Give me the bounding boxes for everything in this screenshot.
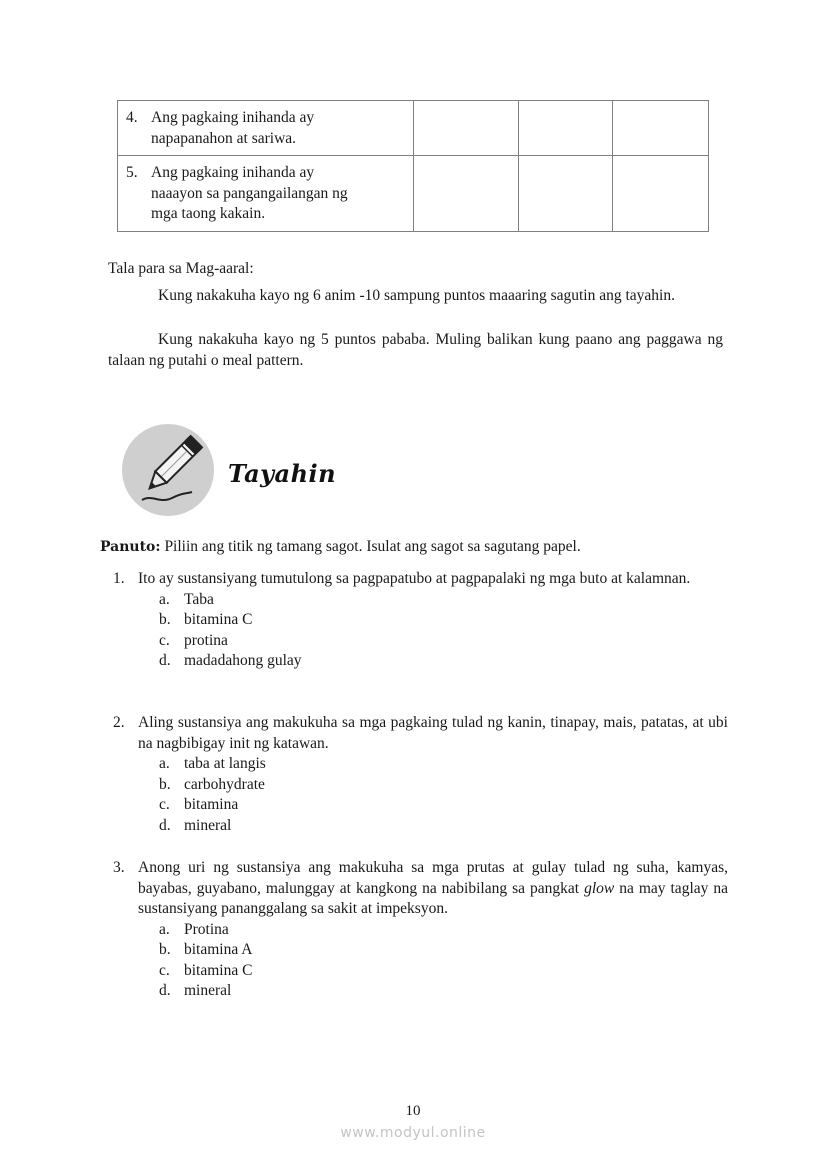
section-title: Tayahin [228, 459, 337, 488]
criterion-cell [118, 156, 414, 232]
question-number: 3. [113, 859, 125, 876]
question-text-part: na may taglay na sustansiyang pananggalang sa sakit at impeksyon. [138, 879, 728, 917]
choice-text: taba at langis [184, 755, 266, 772]
question-number: 1. [113, 570, 125, 587]
score-cell [413, 156, 518, 232]
choice-letter: b. [159, 611, 171, 628]
rubric-table [117, 100, 709, 232]
score-cell [518, 101, 613, 156]
choice-letter: c. [159, 631, 170, 649]
criterion-line: Ang pagkaing inihanda ay [151, 109, 315, 126]
choice-list [159, 754, 728, 836]
choice-text: madadahong gulay [184, 652, 302, 669]
choice-item [159, 920, 728, 941]
score-cell [613, 101, 709, 156]
directions-text: Piliin ang titik ng tamang sagot. Isulat ang sagot sa sagutang papel. [160, 538, 581, 555]
question-3 [113, 858, 728, 1002]
directions [100, 537, 581, 558]
choice-item [159, 940, 728, 961]
table-row [118, 101, 709, 156]
question-2 [113, 713, 728, 836]
choice-item [159, 981, 728, 1002]
choice-letter: d. [159, 816, 171, 834]
question-1 [113, 569, 728, 672]
choice-letter: a. [159, 590, 170, 608]
question-number: 2. [113, 714, 125, 731]
criterion-text [151, 163, 405, 225]
choice-item [159, 775, 728, 796]
watermark: www.modyul.online [340, 1125, 486, 1141]
student-note-paragraph: Kung nakakuha kayo ng 5 puntos pababa. Muling balikan kung paano ang paggawa ng talaan ng putahi o meal pattern. [108, 331, 723, 369]
criterion-line: naaayon sa pangangailangan ng [151, 184, 348, 202]
choice-item [159, 961, 728, 982]
choice-letter: b. [159, 941, 171, 958]
pencil-icon-graphic [122, 424, 214, 516]
choice-list [159, 920, 728, 1002]
question-text: Aling sustansiya ang makukuha sa mga pagkaing tulad ng kanin, tinapay, mais, patatas, at ubi na nagbibigay init ng katawan. [138, 714, 728, 752]
choice-item [159, 610, 728, 631]
score-cell [413, 101, 518, 156]
page-number: 10 [405, 1103, 421, 1119]
criterion-number: 5. [126, 164, 138, 181]
question-text-part: Anong uri ng sustansiya ang makukuha sa mga prutas at gulay tulad ng suha, kamyas, bayabas, guyabano, malunggay at kangkong na nabibilang sa pangkat [138, 859, 728, 897]
choice-text: Protina [184, 920, 229, 938]
choice-text: carbohydrate [184, 775, 265, 793]
score-cell [613, 156, 709, 232]
choice-letter: c. [159, 796, 170, 813]
criterion-cell [118, 101, 414, 156]
criterion-line: napapanahon at sariwa. [151, 129, 297, 147]
choice-text: bitamina A [184, 941, 253, 958]
criterion-number: 4. [126, 109, 138, 126]
choice-text: bitamina C [184, 611, 253, 628]
choice-text: Taba [184, 590, 214, 608]
table-row [118, 156, 709, 232]
choice-item [159, 631, 728, 652]
choice-text: bitamina C [184, 961, 253, 979]
choice-letter: a. [159, 755, 170, 772]
choice-letter: a. [159, 920, 170, 938]
choice-letter: d. [159, 652, 171, 669]
choice-item [159, 816, 728, 837]
question-text [138, 858, 728, 920]
question-text: Ito ay sustansiyang tumutulong sa pagpapatubo at pagpapalaki ng mga buto at kalamnan. [138, 570, 691, 587]
choice-letter: d. [159, 982, 171, 999]
choice-item [159, 754, 728, 775]
score-cell [518, 156, 613, 232]
choice-text: mineral [184, 816, 232, 834]
criterion-line: mga taong kakain. [151, 205, 266, 222]
choice-item [159, 651, 728, 672]
pencil-icon [122, 424, 214, 516]
choice-letter: c. [159, 961, 170, 979]
choice-item [159, 795, 728, 816]
directions-label: Panuto: [100, 539, 161, 555]
criterion-text [151, 108, 405, 149]
choice-letter: b. [159, 775, 171, 793]
choice-list [159, 590, 728, 672]
question-italic-term: glow [584, 879, 615, 897]
choice-text: mineral [184, 982, 232, 999]
student-note-title: Tala para sa Mag-aaral: [108, 260, 254, 277]
choice-text: bitamina [184, 796, 239, 813]
student-note-paragraph: Kung nakakuha kayo ng 6 anim -10 sampung puntos maaaring sagutin ang tayahin. [158, 287, 675, 304]
choice-item [159, 590, 728, 611]
criterion-line: Ang pagkaing inihanda ay [151, 164, 315, 181]
choice-text: protina [184, 631, 228, 649]
